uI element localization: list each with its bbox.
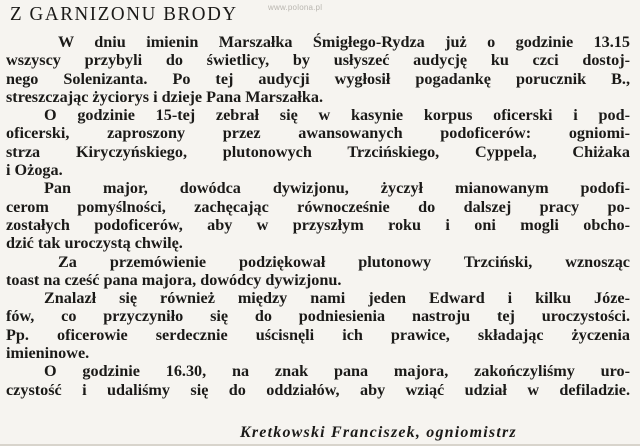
text-line: Znalazł się również między nami jeden Edward i kilku Józe- [44, 289, 630, 308]
text-line: fów, co przyczyniło się do podniesienia nastroju tej uroczystości. [6, 307, 630, 326]
article-title: Z GARNIZONU BRODY [10, 3, 238, 26]
text-line: dzić tak uroczystą chwilę. [6, 234, 183, 253]
text-line: oficerski, zaproszony przez awansowanych podoficerów: ogniomi- [6, 124, 630, 143]
text-line: i Ożoga. [6, 161, 63, 180]
paragraph-4 [6, 253, 630, 290]
paragraph-5 [6, 289, 630, 362]
text-line: nego Solenizanta. Po tej audycji wygłosił pogadankę porucznik B., [6, 69, 630, 88]
text-line: strza Kiryczyńskiego, plutonowych Trzcińskiego, Cyppela, Chiżaka [6, 142, 630, 161]
text-line: wszyscy przybyli do świetlicy, by usłyszeć audycję ku czci dostoj- [6, 51, 630, 70]
text-line: O godzinie 16.30, na znak pana majora, zakończyliśmy uro- [44, 362, 630, 381]
paragraph-3 [6, 179, 630, 252]
text-line: W dniu imienin Marszałka Śmigłego-Rydza już o godzinie 13.15 [58, 33, 630, 51]
paragraph-6 [6, 362, 630, 399]
text-line: O godzinie 15-tej zebrał się w kasynie korpus oficerski i pod- [44, 106, 630, 125]
text-line: zostałych podoficerów, aby w przyszłym roku i oni mogli obcho- [6, 215, 630, 234]
article-body [6, 33, 630, 399]
author-signature: Kretkowski Franciszek, ogniomistrz [240, 424, 517, 441]
paragraph-1 [6, 33, 630, 106]
text-line: Za przemówienie podziękował plutonowy Trzciński, wznosząc [58, 252, 630, 271]
paragraph-2 [6, 106, 630, 179]
text-line: czystość i udaliśmy się do oddziałów, aby wziąć udział w defiladzie. [6, 380, 630, 399]
text-line: cerom pomyślności, zachęcając równocześnie do dalszej pracy po- [6, 197, 630, 216]
text-line: Pan major, dowódca dywizjonu, życzył mianowanym podofi- [44, 179, 630, 198]
text-line: toast na cześć pana majora, dowódcy dywizjonu. [6, 270, 342, 289]
text-line: Pp. oficerowie serdecznie uścisnęli ich prawice, składając życzenia [6, 325, 630, 344]
text-line: streszczając życiorys i dzieje Pana Marszałka. [6, 87, 324, 106]
text-line: imieninowe. [6, 344, 90, 363]
watermark: www.polona.pl [268, 3, 323, 12]
